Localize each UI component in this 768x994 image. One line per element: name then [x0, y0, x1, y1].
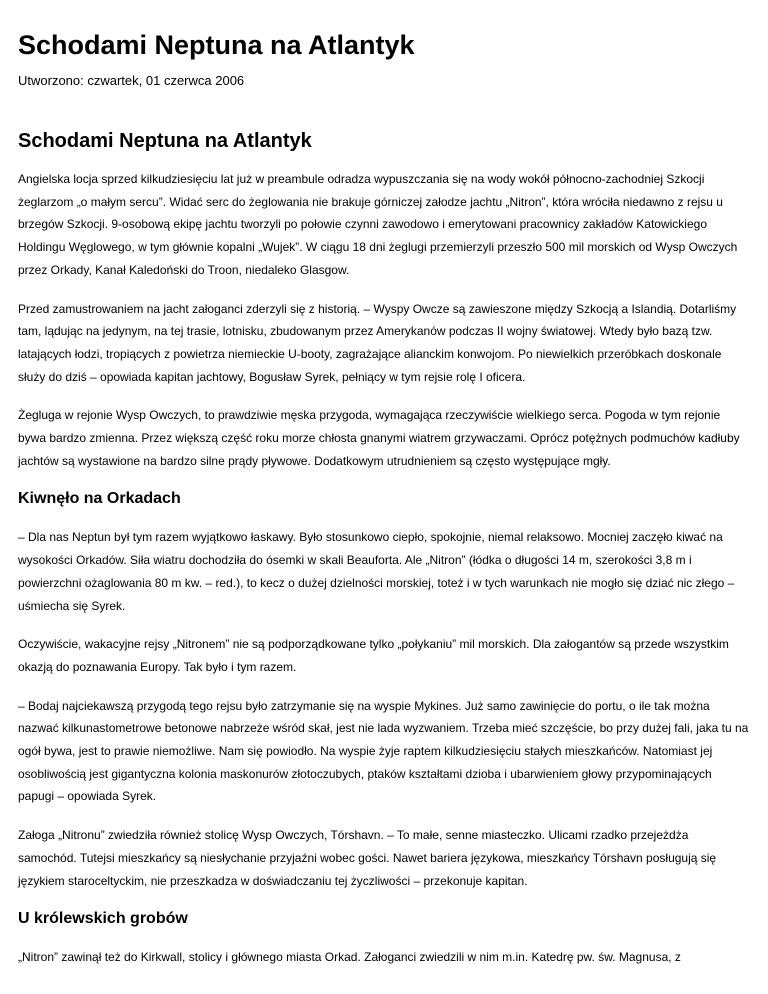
paragraph-orkady-3: – Bodaj najciekawszą przygodą tego rejsu było zatrzymanie się na wyspie Mykines. Już samo zawinięcie do portu, o ile tak można nazwać kilkunastometrowe betonowe nabrzeże wśród skał, jest nie lada wyzwaniem. Trzeba mieć szczęście, bo przy dużej fali, jaka tu na ogół bywa, jest to prawie niemożliwe. Nam się powiodło. Na wyspie żyje raptem kilkudziesięciu stałych mieszkańców. Natomiast jej osobliwością jest gigantyczna kolonia maskonurów złotoczubych, ptaków kształtami dzioba i ubarwieniem głowy przypominających papugi – opowiada Syrek.	[18, 698, 749, 804]
page-title: Schodami Neptuna na Atlantyk	[18, 30, 415, 60]
paragraph-intro-3: Żegluga w rejonie Wysp Owczych, to prawdziwie męska przygoda, wymagająca rzeczywiście wielkiego serca. Pogoda w tym rejonie bywa bardzo zmienna. Przez większą część roku morze chłosta gnanymi wiatrem grzywaczami. Oprócz potężnych podmuchów kadłuby jachtów są wystawione na bardzo silne prądy pływowe. Dodatkowym utrudnieniem są często występujące mgły.	[18, 408, 740, 468]
paragraph-graves-1: „Nitron” zawinął też do Kirkwall, stolicy i głównego miasta Orkad. Załoganci zwiedzili w nim m.in. Katedrę pw. św. Magnusa, z	[18, 950, 681, 965]
subheading-graves: U królewskich grobów	[18, 910, 188, 928]
paragraph-intro-1: Angielska locja sprzed kilkudziesięciu lat już w preambule odradza wypuszczania się na wody wokół północno-zachodniej Szkocji żeglarzom „o małym sercu”. Widać serc do żeglowania nie brakuje górniczej załodze jachtu „Nitron”, która wróciła niedawno z rejsu u brzegów Szkocji. 9-osobową ekipę jachtu tworzyli po połowie czynni zawodowo i emerytowani pracownicy zakładów Katowickiego Holdingu Węglowego, w tym głównie kopalni „Wujek”. W ciągu 18 dni żeglugi przemierzyli przeszło 500 mil morskich od Wysp Owczych przez Orkady, Kanał Kaledoński do Troon, niedaleko Glasgow.	[18, 172, 738, 277]
created-date: Utworzono: czwartek, 01 czerwca 2006	[18, 73, 245, 88]
paragraph-orkady-4: Załoga „Nitronu” zwiedziła również stolicę Wysp Owczych, Tórshavn. – To małe, senne miasteczko. Ulicami rzadko przejeżdża samochód. Tutejsi mieszkańcy są niesłychanie przyjaźni wobec gości. Nawet bariera językowa, mieszkańcy Tórshavn posługują się językiem staroceltyckim, nie przeszkadza w doświadczaniu tej życzliwości – przekonuje kapitan.	[18, 828, 717, 888]
subheading-orkady: Kiwnęło na Orkadach	[18, 490, 181, 508]
paragraph-intro-2: Przed zamustrowaniem na jacht załoganci zderzyli się z historią. – Wyspy Owcze są zawieszone między Szkocją a Islandią. Dotarliśmy tam, lądując na jedynym, na tej trasie, lotnisku, zbudowanym przez Amerykanów podczas II wojny światowej. Wtedy było bazą tzw. latających łodzi, tropiących z powietrza niemieckie U-booty, zagrażające alianckim konwojom. Po niewielkich przeróbkach doskonale służy do dziś – opowiada kapitan jachtowy, Bogusław Syrek, pełniący w tym rejsie rolę I oficera.	[18, 301, 737, 384]
paragraph-orkady-1: – Dla nas Neptun był tym razem wyjątkowo łaskawy. Było stosunkowo ciepło, spokojnie, niemal relaksowo. Mocniej zaczęło kiwać na wysokości Orkadów. Siła wiatru dochodziła do ósemki w skali Beauforta. Ale „Nitron” (łódka o długości 14 m, szerokości 3,8 m i powierzchni ożaglowania 80 m kw. – red.), to kecz o dużej dzielności morskiej, toteż i w tych warunkach nie mogło się dziać nic złego – uśmiecha się Syrek.	[18, 530, 735, 613]
article-heading: Schodami Neptuna na Atlantyk	[18, 130, 312, 152]
paragraph-orkady-2: Oczywiście, wakacyjne rejsy „Nitronem” nie są podporządkowane tylko „połykaniu” mil morskich. Dla załogantów są przede wszystkim okazją do poznawania Europy. Tak było i tym razem.	[18, 637, 729, 674]
